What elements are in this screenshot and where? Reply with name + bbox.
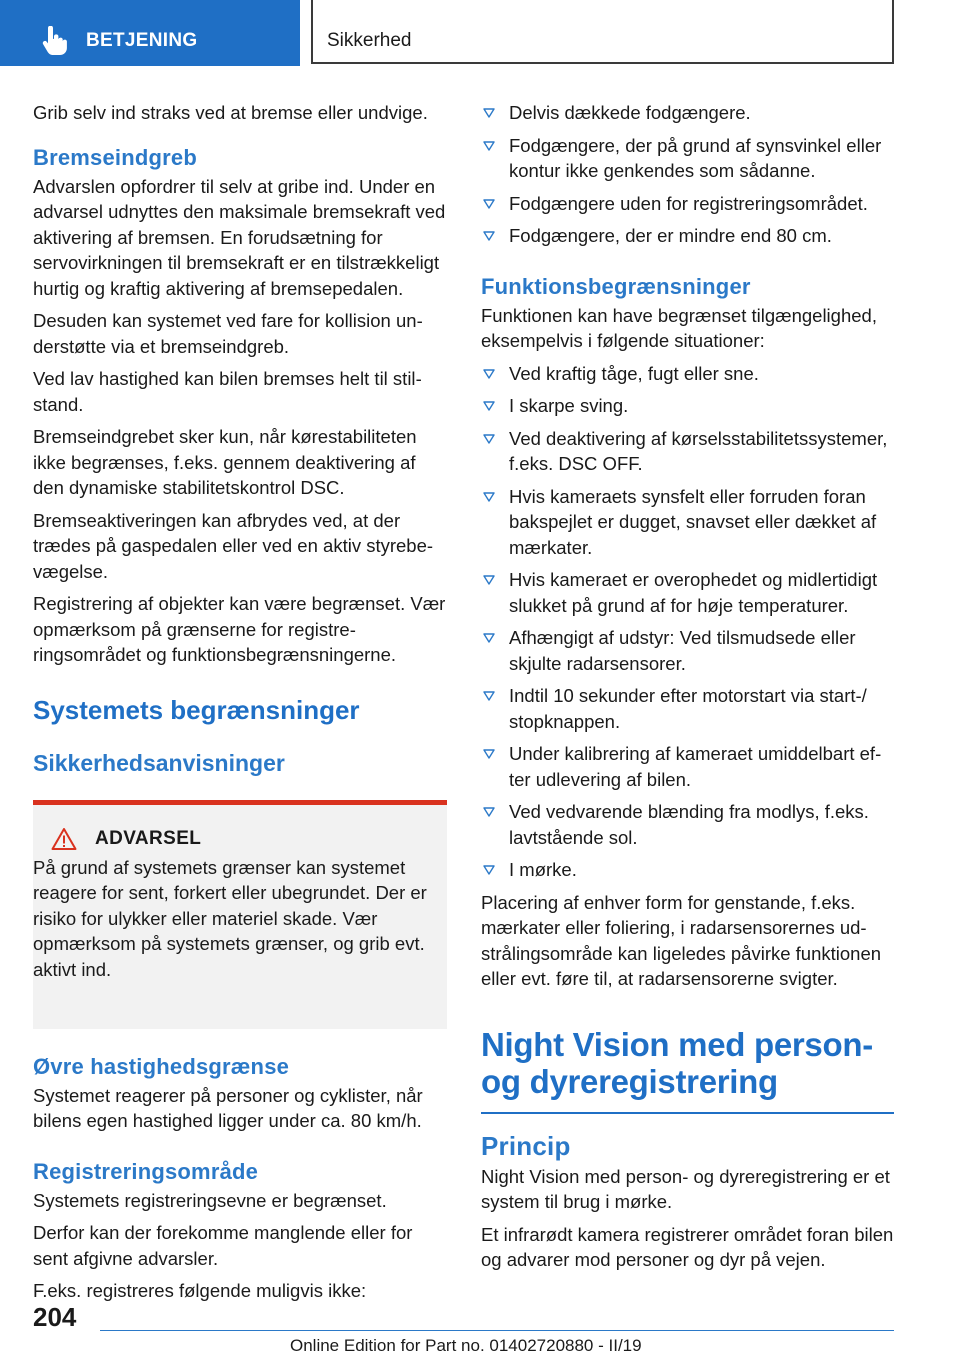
triangle-bullet-icon	[483, 807, 495, 817]
list-item	[481, 857, 894, 883]
chapter-tab-label: BETJENING	[86, 30, 198, 51]
bullet-list-limitations	[481, 361, 894, 883]
triangle-bullet-icon	[483, 401, 495, 411]
list-item-text: Delvis dækkede fodgængere.	[509, 102, 751, 123]
list-item-text: I mørke.	[509, 859, 577, 880]
paragraph: Systemet reagerer på personer og cyklister, når bilens egen hastighed ligger under ca. 80 km/h.	[33, 1084, 423, 1131]
warning-title-text: ADVARSEL	[95, 827, 202, 849]
right-column	[481, 100, 894, 1280]
hand-pointer-icon	[40, 26, 68, 56]
paragraph: Registrering af objekter kan være begrænset. Vær opmærksom på grænserne for registreringsområdet og funktionsbegrænsningerne.	[33, 593, 446, 665]
list-item	[481, 799, 894, 850]
paragraph: Funktionen kan have begrænset tilgængelighed, eksempelvis i følgende situationer:	[481, 304, 877, 351]
warning-text: På grund af systemets grænser kan systemet reagere for sent, forkert eller ubegrundet. Der er risiko for ulykker eller materiel skade. Vær opmærksom på systemets grænser, og grib evt. aktivt ind.	[33, 856, 427, 980]
paragraph: Bremseaktiveringen kan afbrydes ved, at der trædes på gaspedalen eller ved en aktiv styrebevægelse.	[33, 509, 434, 582]
triangle-bullet-icon	[483, 231, 495, 241]
list-item	[481, 223, 894, 249]
paragraph: Night Vision med person- og dyreregistrering er et system til brug i mørke.	[481, 1165, 890, 1212]
list-item	[481, 567, 894, 618]
paragraph: Desuden kan systemet ved fare for kollision understøtte via et bremseindgreb.	[33, 310, 423, 357]
heading-registreringsomraade: Registreringsområde	[33, 1158, 259, 1184]
triangle-bullet-icon	[483, 141, 495, 151]
list-item	[481, 100, 894, 126]
heading-sikkerhedsanvisninger: Sikkerhedsanvisninger	[33, 749, 285, 776]
list-item-text: Hvis kameraets synsfelt eller forruden foran bakspejlet er dugget, snavset eller dækket af mærkater.	[509, 485, 877, 558]
list-item-text: Ved kraftig tåge, fugt eller sne.	[509, 362, 759, 384]
heading-funktionsbegraensninger: Funktionsbegrænsninger	[481, 273, 751, 299]
section-tab-label: Sikkerhed	[327, 30, 412, 51]
list-item-text: Fodgængere, der er mindre end 80 cm.	[509, 225, 832, 246]
paragraph: F.eks. registreres følgende muligvis ikke:	[33, 1280, 367, 1301]
warning-box	[33, 800, 447, 1029]
list-item-text: Fodgængere uden for registreringsområdet.	[509, 192, 868, 214]
paragraph: Et infrarødt kamera registrerer området foran bilen og advarer mod personer og dyr på vejen.	[481, 1223, 894, 1270]
intro-paragraph: Grib selv ind straks ved at bremse eller undvige.	[33, 102, 428, 123]
warning-triangle-icon	[51, 827, 77, 851]
triangle-bullet-icon	[483, 492, 495, 502]
list-item	[481, 625, 894, 676]
list-item-text: Fodgængere, der på grund af synsvinkel eller kontur ikke genkendes som sådanne.	[509, 134, 882, 181]
footer-rule	[100, 1330, 894, 1331]
list-item-text: Ved deaktivering af kørselsstabilitetssystemer, f.eks. DSC OFF.	[509, 427, 888, 474]
left-column	[33, 100, 447, 1311]
list-item-text: Hvis kameraet er overophedet og midlertidigt slukket på grund af for høje temperaturer.	[509, 569, 878, 616]
triangle-bullet-icon	[483, 434, 495, 444]
list-item	[481, 361, 894, 387]
list-item-text: Afhængigt af udstyr: Ved tilsmudsede eller skjulte radarsensorer.	[509, 627, 856, 674]
paragraph: Bremseindgrebet sker kun, når kørestabiliteten ikke begrænses, f.eks. gennem deaktivering af den dynamiske stabilitetskontrol DSC.	[33, 426, 417, 498]
chapter-tab[interactable]	[0, 0, 300, 66]
list-item-text: I skarpe sving.	[509, 395, 629, 416]
heading-night-vision: Night Vision med person- og dyreregistrering	[481, 1025, 873, 1100]
triangle-bullet-icon	[483, 199, 495, 209]
paragraph: Placering af enhver form for genstande, f.eks. mærkater eller foliering, i radarsensorernes udstrålingsområde kan ligeledes påvirke funktionen eller evt. føre til, at radarsensorerne svigter.	[481, 891, 882, 989]
paragraph: Ved lav hastighed kan bilen bremses helt til stilstand.	[33, 368, 422, 415]
warning-title	[33, 827, 427, 851]
triangle-bullet-icon	[483, 108, 495, 118]
triangle-bullet-icon	[483, 865, 495, 875]
page-header	[0, 0, 960, 66]
page-number: 204	[33, 1302, 77, 1332]
footer-edition: Online Edition for Part no. 01402720880 - II/19	[290, 1336, 642, 1355]
paragraph: Systemets registreringsevne er begrænset.	[33, 1189, 387, 1211]
heading-rule	[481, 1112, 894, 1114]
triangle-bullet-icon	[483, 691, 495, 701]
triangle-bullet-icon	[483, 633, 495, 643]
triangle-bullet-icon	[483, 369, 495, 379]
triangle-bullet-icon	[483, 575, 495, 585]
heading-princip: Princip	[481, 1130, 571, 1161]
bullet-list-undetected	[481, 100, 894, 249]
list-item-text: Under kalibrering af kameraet umiddelbart efter udlevering af bilen.	[509, 743, 882, 790]
heading-ovre-hastighedsgraense: Øvre hastighedsgrænse	[33, 1053, 290, 1079]
list-item	[481, 484, 894, 561]
paragraph: Advarslen opfordrer til selv at gribe ind. Under en advarsel udnyttes den maksimale bremsekraft ved aktivering af bremsen. En forudsætning for servovirkningen til bremsekraft er en tilstrækkeligt hurtig og kraftig aktivering af bremsepedalen.	[33, 175, 446, 299]
list-item	[481, 393, 894, 419]
list-item-text: Indtil 10 sekunder efter motorstart via start-/ stopknappen.	[509, 685, 867, 732]
triangle-bullet-icon	[483, 749, 495, 759]
section-tab	[311, 0, 894, 64]
list-item	[481, 133, 894, 184]
heading-systemets-begraensninger: Systemets begrænsninger	[33, 694, 360, 725]
list-item	[481, 191, 894, 217]
heading-bremseindgreb: Bremseindgreb	[33, 144, 197, 170]
list-item	[481, 683, 894, 734]
paragraph: Derfor kan der forekomme manglende eller for sent afgivne advarsler.	[33, 1222, 413, 1269]
list-item-text: Ved vedvarende blænding fra modlys, f.eks. lavtstående sol.	[509, 801, 869, 848]
list-item	[481, 741, 894, 792]
list-item	[481, 426, 894, 477]
